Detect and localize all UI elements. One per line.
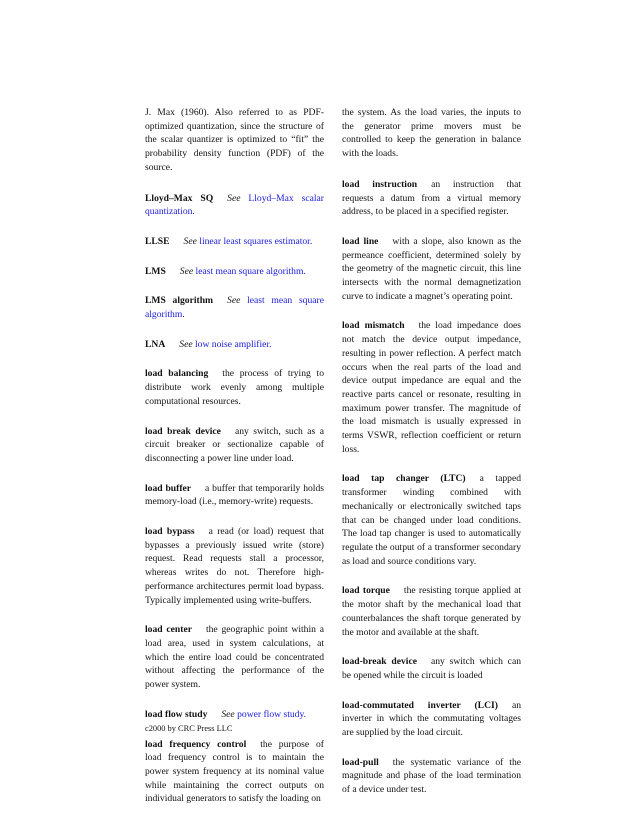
entry-term: load line (342, 235, 379, 247)
entry-definition: the resisting torque applied at the motor shaft by the mechanical load that counterbalances the shaft torque generated by the motor and available at the shaft. (342, 585, 522, 638)
see-label: See (221, 708, 235, 720)
entry-term: LMS algorithm (145, 295, 214, 307)
cross-reference-link[interactable]: power flow study. (237, 708, 307, 720)
see-label: See (179, 338, 193, 350)
glossary-entry (342, 235, 521, 304)
glossary-entry (145, 192, 324, 219)
entry-term: load center (145, 624, 192, 636)
entry-term: load-pull (342, 756, 379, 768)
entry-term: load break device (145, 425, 221, 437)
entry-term: load tap changer (LTC) (342, 473, 466, 485)
entry-term: load instruction (342, 178, 418, 190)
glossary-entry (145, 235, 324, 249)
cross-reference-link[interactable]: low noise amplifier. (195, 338, 272, 350)
cross-reference-link[interactable]: least mean square algorithm. (195, 265, 306, 277)
see-label: See (227, 295, 241, 307)
entry-term: load bypass (145, 526, 195, 538)
entry-term: load flow study (145, 708, 208, 720)
glossary-entry (145, 265, 324, 279)
glossary-entry (342, 319, 521, 456)
entry-definition: any switch, such as a circuit breaker or sectionalize capable of disconnecting a power line under load. (145, 425, 324, 464)
right-entries (342, 178, 521, 797)
entry-term: load buffer (145, 482, 192, 494)
copyright-footer: c2000 by CRC Press LLC (145, 724, 233, 733)
entry-term: load torque (342, 585, 390, 597)
entry-definition: a buffer that temporarily holds memory-load (i.e., memory-write) requests. (145, 482, 324, 508)
glossary-entry (342, 699, 521, 740)
entry-definition: the geographic point within a load area, used in system calculations, at which the entire load could be concentrated without affecting the performance of the power system. (145, 624, 325, 691)
glossary-entry (342, 472, 521, 568)
glossary-entry (145, 294, 324, 321)
see-label: See (183, 235, 197, 247)
entry-definition: the purpose of load frequency control is to maintain the power system frequency at its nominal value while maintaining the correct outputs on individual generators to satisfy the loading on (145, 738, 324, 805)
entry-definition: an instruction that requests a datum from a virtual memory address, to be placed in a specified register. (342, 178, 521, 218)
entry-definition: the systematic variance of the magnitude and phase of the load termination of a device under test. (342, 756, 521, 796)
entry-term: LNA (145, 338, 166, 350)
glossary-entry (145, 623, 324, 692)
glossary-entry (145, 525, 324, 607)
cross-reference-link[interactable]: linear least squares estimator. (199, 235, 313, 247)
entry-term: load mismatch (342, 320, 405, 332)
glossary-entry (145, 708, 324, 722)
entry-term: Lloyd–Max SQ (145, 192, 214, 204)
entry-term: LMS (145, 265, 166, 277)
glossary-entry (342, 756, 521, 797)
glossary-entry (145, 738, 324, 807)
entry-term: LLSE (145, 235, 170, 247)
glossary-entry (145, 425, 324, 466)
glossary-entry (145, 338, 324, 352)
entry-definition: a read (or load) request that bypasses a previously issued write (store) request. Read requests stall a processor, whereas writes do not. Therefore high-performance architectures permit load bypass. Typically implemented using write-buffers. (145, 526, 324, 606)
glossary-entry (145, 482, 324, 509)
entry-term: load balancing (145, 368, 209, 380)
left-column (145, 106, 324, 822)
glossary-entry (342, 178, 521, 219)
left-entries (145, 192, 324, 807)
cross-reference-link[interactable]: least mean square algorithm. (145, 295, 324, 321)
entry-term: load frequency control (145, 738, 247, 750)
right-column (342, 106, 521, 813)
entry-definition: with a slope, also known as the permeance coefficient, determined solely by the geometry of the magnetic circuit, this line intersects with the normal demagnetization curve to indicate a magnet’s operating point. (342, 235, 522, 302)
entry-definition: any switch which can be opened while the circuit is loaded (342, 656, 521, 681)
continuation-text-left: J. Max (1960). Also referred to as PDF-optimized quantization, since the structure of the scalar quantizer is optimized to “fit” the probability density function (PDF) of the source. (145, 107, 324, 173)
see-label: See (227, 192, 241, 204)
see-label: See (179, 265, 194, 277)
entry-definition: the process of trying to distribute work evenly among multiple computational resources. (145, 368, 324, 407)
glossary-entry (342, 655, 521, 682)
glossary-entry (145, 367, 324, 408)
cross-reference-link[interactable]: Lloyd–Max scalar quantization. (145, 192, 324, 218)
entry-definition: an inverter in which the commutating voltages are supplied by the load circuit. (342, 699, 521, 739)
continuation-text-right: the system. As the load varies, the inputs to the generator prime movers must be controlled to keep the generation in balance with the loads. (342, 107, 521, 160)
entry-term: load-break device (342, 656, 417, 668)
glossary-entry (342, 584, 521, 639)
entry-definition: the load impedance does not match the device output impedance, resulting in power reflection. A perfect match occurs when the real parts of the load and device output impedance are equal and the reactive parts cancel or resonate, resulting in maximum power transfer. The magnitude of the load mismatch is usually expressed in terms VSWR, reflection coefficient or return loss. (342, 320, 521, 455)
entry-definition: a tapped transformer winding combined with mechanically or electronically switched taps that can be changed under load conditions. The load tap changer is used to automatically regulate the output of a transformer secondary as load and source conditions vary. (342, 473, 522, 567)
entry-term: load-commutated inverter (LCI) (342, 699, 498, 711)
